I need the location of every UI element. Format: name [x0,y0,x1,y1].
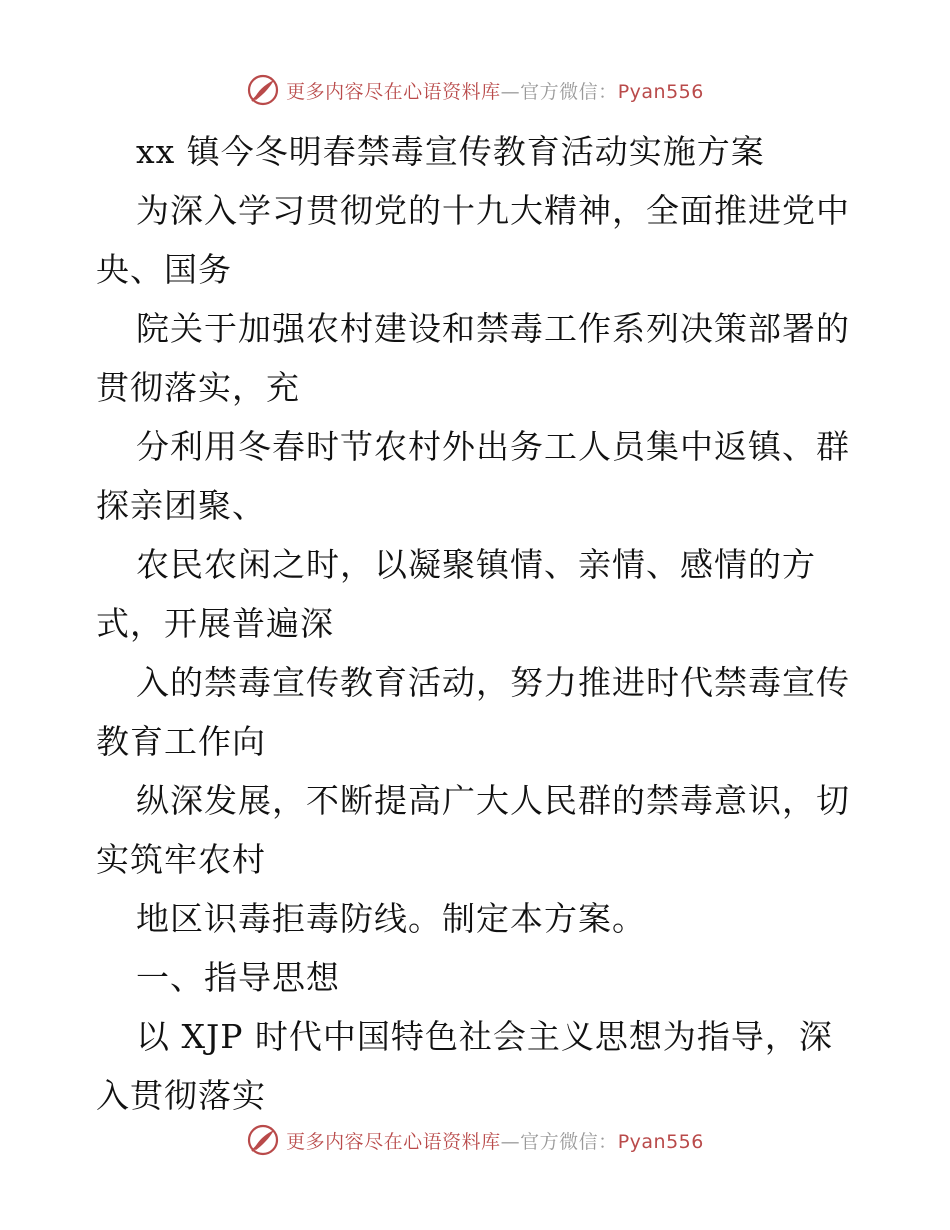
text-line: 以 XJP 时代中国特色社会主义思想为指导，深 [136,1017,833,1056]
document-body [96,122,856,1125]
watermark-wechat-id: Pyan556 [617,80,704,103]
watermark-wechat-id: Pyan556 [617,1130,704,1153]
text-line: 纵深发展，不断提高广大人民群的禁毒意识，切 [136,781,850,820]
text-line: 分利用冬春时节农村外出务工人员集中返镇、群 [136,427,850,466]
text-line: 为深入学习贯彻党的十九大精神，全面推进党中 [136,191,850,230]
text-line: 教育工作向 [96,722,266,761]
text-line: 入的禁毒宣传教育活动，努力推进时代禁毒宣传 [136,663,850,702]
text-line: 入贯彻落实 [96,1076,266,1115]
text-line: 院关于加强农村建设和禁毒工作系列决策部署的 [136,309,850,348]
text-line: 农民农闲之时，以凝聚镇情、亲情、感情的方 [136,545,816,584]
footer-watermark [0,1120,950,1160]
text-line: 地区识毒拒毒防线。制定本方案。 [136,899,646,938]
quill-pen-icon [246,73,280,107]
watermark-text: 更多内容尽在心语资料库 [286,80,501,103]
text-line: 贯彻落实，充 [96,368,300,407]
text-line: xx 镇今冬明春禁毒宣传教育活动实施方案 [136,132,765,171]
watermark-wechat-label: 官方微信： [520,1130,618,1153]
header-watermark [0,70,950,110]
text-line: 一、指导思想 [136,958,340,997]
watermark-wechat-label: 官方微信： [520,80,618,103]
text-line: 实筑牢农村 [96,840,266,879]
watermark-dash: — [500,1130,521,1153]
text-line: 式，开展普遍深 [96,604,334,643]
watermark-dash: — [500,80,521,103]
quill-pen-icon [246,1123,280,1157]
watermark-text: 更多内容尽在心语资料库 [286,1130,501,1153]
text-line: 央、国务 [96,250,232,289]
text-line: 探亲团聚、 [96,486,266,525]
